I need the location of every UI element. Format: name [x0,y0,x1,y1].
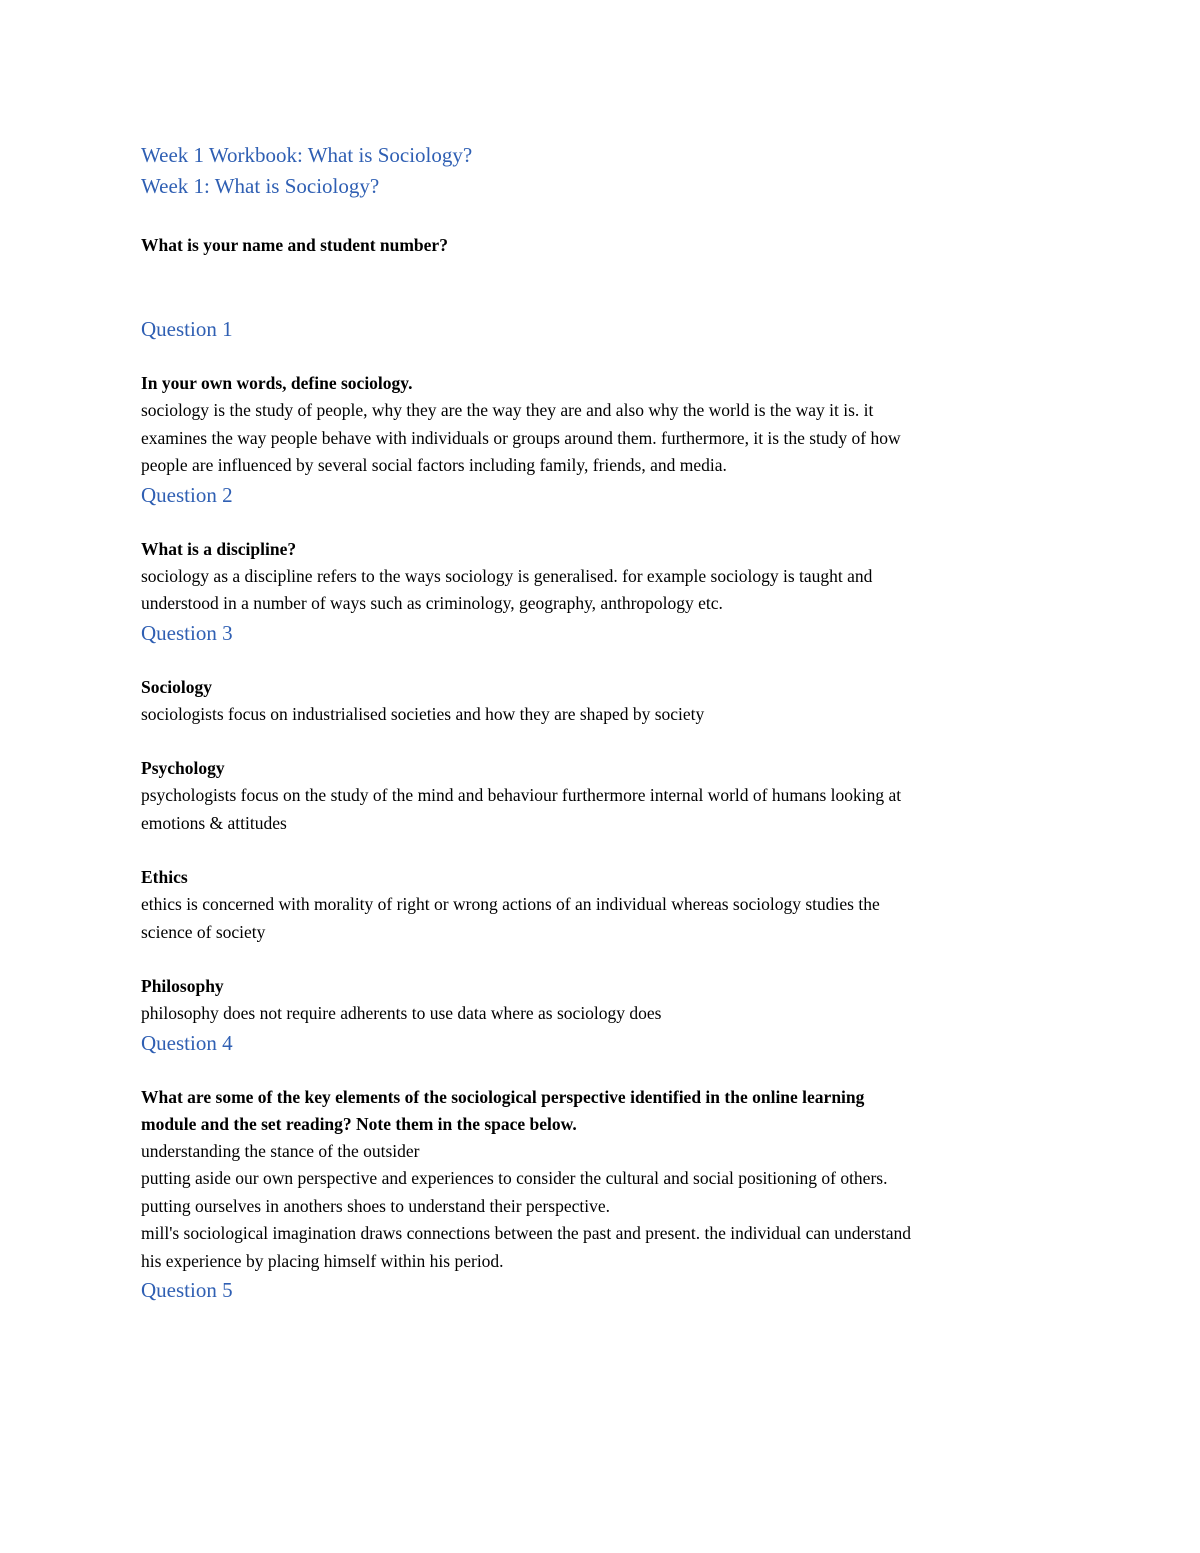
answer-line: people are influenced by several social factors including family, friends, and media. [141,455,727,475]
document-page [141,140,1061,1306]
question-2-prompt: What is a discipline? [141,538,297,559]
prompt-line: module and the set reading? Note them in the space below. [141,1113,577,1134]
answer-line: sociology is the study of people, why they are the way they are and also why the world is the way it is. it [141,400,874,420]
answer-line: sociologists focus on industrialised societies and how they are shaped by society [141,703,705,724]
question-5-block [141,1275,1061,1306]
comparison-title: Philosophy [141,976,224,996]
answer-line: understanding the stance of the outsider [141,1140,420,1161]
answer-line: mill's sociological imagination draws connections between the past and present. the individual can understand [141,1223,912,1243]
answer-line: putting ourselves in anothers shoes to understand their perspective. [141,1195,610,1216]
question-2-answer [141,563,1061,618]
comparison-title: Ethics [141,867,188,887]
question-2-heading: Question 2 [141,482,233,507]
question-2-block [141,480,1061,618]
question-1-heading: Question 1 [141,317,233,341]
question-4-answer [141,1138,1061,1276]
comparison-philosophy [141,973,1061,1028]
question-3-heading: Question 3 [141,620,233,645]
question-4-prompt [141,1084,1061,1138]
workbook-title: Week 1 Workbook: What is Sociology? [141,143,473,167]
answer-line: putting aside our own perspective and experiences to consider the cultural and social positioning of others. [141,1168,888,1188]
comparison-answer [141,782,1061,837]
comparison-psychology [141,755,1061,837]
answer-line: his experience by placing himself within his period. [141,1250,504,1271]
answer-line: examines the way people behave with individuals or groups around them. furthermore, it is the study of how [141,427,901,448]
question-1-answer [141,397,1061,480]
name-prompt: What is your name and student number? [141,235,448,255]
question-3-block [141,618,1061,1028]
answer-line: sociology as a discipline refers to the ways sociology is generalised. for example sociology is taught and [141,565,873,586]
answer-line: science of society [141,921,266,942]
question-5-heading: Question 5 [141,1278,233,1302]
comparison-sociology [141,674,1061,729]
answer-line: philosophy does not require adherents to use data where as sociology does [141,1003,662,1023]
comparison-answer [141,1000,1061,1028]
answer-line: ethics is concerned with morality of right or wrong actions of an individual whereas sociology studies the [141,894,880,914]
comparison-ethics [141,864,1061,946]
question-1-block [141,314,1061,480]
answer-line: understood in a number of ways such as criminology, geography, anthropology etc. [141,593,723,613]
answer-line: psychologists focus on the study of the mind and behaviour furthermore internal world of humans looking at [141,785,902,805]
comparison-title: Psychology [141,758,225,778]
comparison-title: Sociology [141,676,212,697]
document-title-block [141,140,1061,202]
comparison-answer [141,701,1061,729]
week-title: Week 1: What is Sociology? [141,174,380,198]
answer-line: emotions & attitudes [141,812,287,833]
comparison-answer [141,891,1061,946]
question-4-block [141,1028,1061,1276]
question-4-heading: Question 4 [141,1030,233,1055]
prompt-line: What are some of the key elements of the sociological perspective identified in the online learning [141,1086,865,1107]
question-1-prompt: In your own words, define sociology. [141,373,413,393]
